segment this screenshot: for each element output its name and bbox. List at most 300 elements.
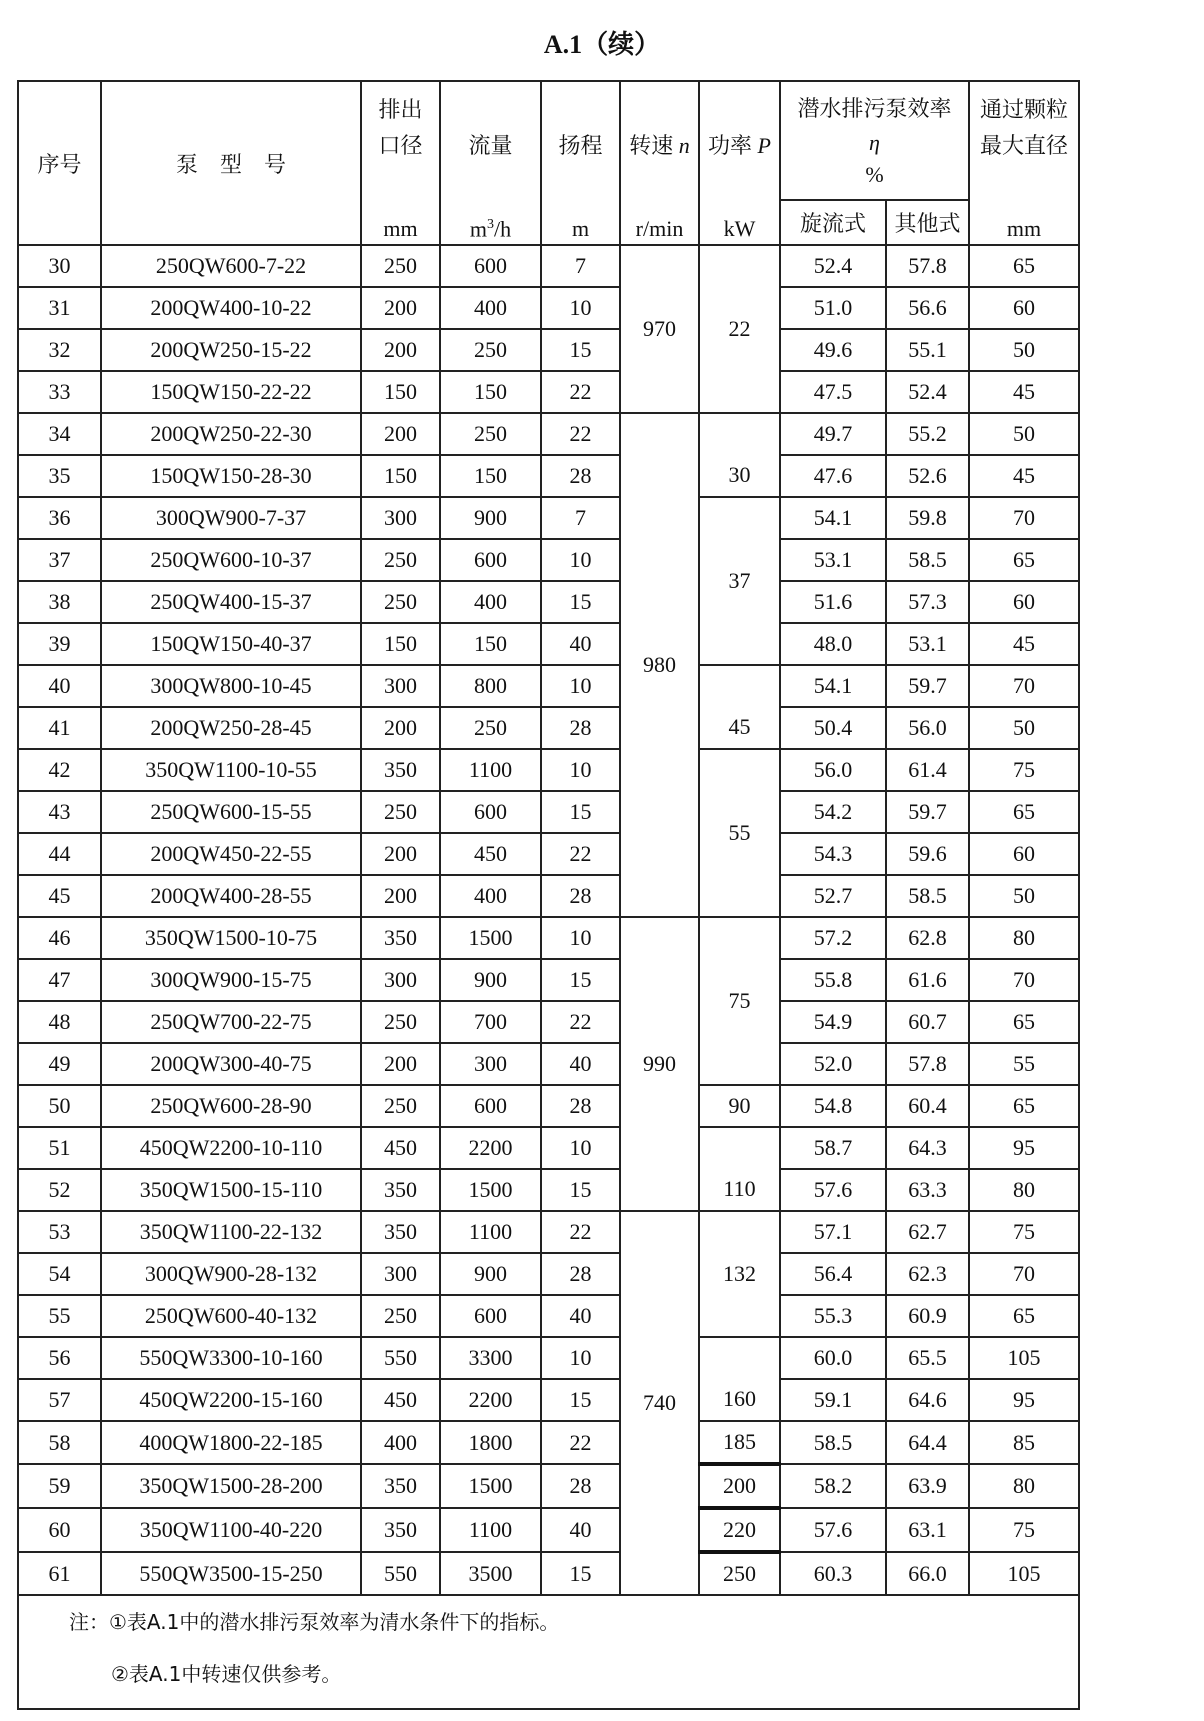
cell-head: 22 [541,413,620,455]
cell-outlet: 200 [361,287,440,329]
cell-eff-other: 55.2 [886,413,969,455]
cell-eff-vortex: 47.5 [780,371,886,413]
cell-flow: 150 [440,371,541,413]
table-row [18,581,1079,623]
cell-outlet: 350 [361,1464,440,1508]
cell-max-diameter: 60 [969,287,1079,329]
cell-flow: 400 [440,581,541,623]
table-row [18,1421,1079,1464]
cell-eff-other: 52.4 [886,371,969,413]
cell-outlet: 250 [361,581,440,623]
cell-seq: 42 [18,749,101,791]
table-row [18,1211,1079,1253]
table-row [18,1001,1079,1043]
cell-head: 22 [541,1211,620,1253]
cell-max-diameter: 95 [969,1127,1079,1169]
header-efficiency: 潜水排污泵效率 η % [780,81,969,200]
cell-seq: 60 [18,1508,101,1552]
cell-outlet: 200 [361,329,440,371]
cell-model: 150QW150-22-22 [101,371,361,413]
cell-flow: 1100 [440,749,541,791]
cell-model: 300QW800-10-45 [101,665,361,707]
cell-eff-other: 60.7 [886,1001,969,1043]
cell-eff-other: 62.7 [886,1211,969,1253]
cell-power: 110 [699,1127,780,1211]
cell-flow: 800 [440,665,541,707]
cell-seq: 49 [18,1043,101,1085]
cell-seq: 35 [18,455,101,497]
cell-eff-other: 63.1 [886,1508,969,1552]
cell-seq: 38 [18,581,101,623]
cell-power: 132 [699,1211,780,1337]
cell-speed: 980 [620,413,699,917]
cell-model: 150QW150-40-37 [101,623,361,665]
table-row [18,1379,1079,1421]
cell-eff-vortex: 52.4 [780,245,886,287]
cell-flow: 600 [440,1295,541,1337]
table-row [18,245,1079,287]
cell-outlet: 250 [361,1085,440,1127]
cell-max-diameter: 80 [969,917,1079,959]
cell-outlet: 200 [361,707,440,749]
cell-max-diameter: 65 [969,539,1079,581]
header-particle: 通过颗粒 最大直径 mm [969,81,1079,245]
cell-head: 10 [541,917,620,959]
cell-eff-vortex: 57.2 [780,917,886,959]
cell-model: 200QW250-28-45 [101,707,361,749]
cell-eff-vortex: 53.1 [780,539,886,581]
cell-head: 10 [541,1127,620,1169]
cell-eff-vortex: 60.3 [780,1552,886,1595]
cell-power: 55 [699,749,780,917]
cell-outlet: 550 [361,1337,440,1379]
cell-power: 160 [699,1337,780,1421]
table-row [18,497,1079,539]
table-row [18,749,1079,791]
cell-head: 22 [541,1421,620,1464]
cell-eff-other: 57.8 [886,245,969,287]
cell-max-diameter: 80 [969,1169,1079,1211]
header-eff-vortex: 旋流式 [780,200,886,245]
header-head: 扬程 m [541,81,620,245]
cell-outlet: 300 [361,1253,440,1295]
cell-max-diameter: 60 [969,581,1079,623]
cell-outlet: 150 [361,623,440,665]
table-row [18,707,1079,749]
cell-head: 10 [541,749,620,791]
table-row [18,623,1079,665]
cell-seq: 44 [18,833,101,875]
table-body [18,245,1079,1595]
cell-head: 28 [541,875,620,917]
cell-outlet: 200 [361,875,440,917]
cell-flow: 250 [440,413,541,455]
table-row [18,1253,1079,1295]
cell-seq: 40 [18,665,101,707]
cell-flow: 3300 [440,1337,541,1379]
cell-model: 200QW450-22-55 [101,833,361,875]
cell-model: 350QW1100-22-132 [101,1211,361,1253]
cell-seq: 39 [18,623,101,665]
cell-eff-vortex: 52.0 [780,1043,886,1085]
cell-eff-vortex: 51.0 [780,287,886,329]
table-row [18,1337,1079,1379]
cell-power: 22 [699,245,780,413]
cell-eff-vortex: 58.2 [780,1464,886,1508]
cell-flow: 3500 [440,1552,541,1595]
cell-flow: 1500 [440,917,541,959]
cell-seq: 57 [18,1379,101,1421]
cell-max-diameter: 70 [969,1253,1079,1295]
note-2: ②表A.1中转速仅供参考。 [111,1662,342,1686]
cell-speed: 990 [620,917,699,1211]
cell-flow: 150 [440,623,541,665]
table-title: A.1（续） [543,30,661,59]
cell-seq: 33 [18,371,101,413]
cell-outlet: 150 [361,455,440,497]
cell-seq: 37 [18,539,101,581]
cell-seq: 61 [18,1552,101,1595]
cell-eff-vortex: 55.8 [780,959,886,1001]
cell-outlet: 300 [361,959,440,1001]
cell-eff-vortex: 49.6 [780,329,886,371]
cell-max-diameter: 45 [969,371,1079,413]
cell-head: 22 [541,833,620,875]
cell-eff-vortex: 56.0 [780,749,886,791]
cell-seq: 53 [18,1211,101,1253]
cell-model: 300QW900-15-75 [101,959,361,1001]
cell-eff-other: 59.7 [886,791,969,833]
cell-model: 250QW600-15-55 [101,791,361,833]
cell-head: 28 [541,1253,620,1295]
cell-flow: 1800 [440,1421,541,1464]
cell-max-diameter: 55 [969,1043,1079,1085]
table-row [18,791,1079,833]
cell-max-diameter: 65 [969,245,1079,287]
cell-model: 400QW1800-22-185 [101,1421,361,1464]
cell-eff-other: 66.0 [886,1552,969,1595]
cell-eff-vortex: 54.1 [780,497,886,539]
cell-eff-vortex: 48.0 [780,623,886,665]
table-row [18,875,1079,917]
table-row [18,833,1079,875]
cell-power: 200 [699,1464,780,1508]
cell-power: 75 [699,917,780,1085]
cell-outlet: 350 [361,917,440,959]
cell-max-diameter: 85 [969,1421,1079,1464]
cell-model: 350QW1100-10-55 [101,749,361,791]
cell-outlet: 300 [361,497,440,539]
cell-eff-vortex: 58.5 [780,1421,886,1464]
cell-flow: 900 [440,497,541,539]
cell-model: 300QW900-7-37 [101,497,361,539]
table-row [18,1464,1079,1508]
cell-power: 185 [699,1421,780,1464]
cell-head: 28 [541,1085,620,1127]
cell-model: 200QW300-40-75 [101,1043,361,1085]
cell-eff-other: 63.9 [886,1464,969,1508]
cell-max-diameter: 65 [969,1295,1079,1337]
table-row [18,413,1079,455]
cell-head: 15 [541,329,620,371]
cell-seq: 51 [18,1127,101,1169]
cell-model: 550QW3300-10-160 [101,1337,361,1379]
cell-eff-vortex: 60.0 [780,1337,886,1379]
cell-head: 40 [541,1508,620,1552]
cell-head: 15 [541,791,620,833]
cell-max-diameter: 65 [969,791,1079,833]
cell-head: 10 [541,287,620,329]
cell-model: 350QW1100-40-220 [101,1508,361,1552]
cell-seq: 54 [18,1253,101,1295]
cell-max-diameter: 105 [969,1337,1079,1379]
cell-model: 200QW400-28-55 [101,875,361,917]
cell-flow: 250 [440,707,541,749]
cell-max-diameter: 70 [969,665,1079,707]
cell-head: 10 [541,539,620,581]
cell-flow: 900 [440,959,541,1001]
header-eff-other: 其他式 [886,200,969,245]
cell-max-diameter: 80 [969,1464,1079,1508]
cell-flow: 1100 [440,1211,541,1253]
cell-eff-other: 58.5 [886,539,969,581]
cell-seq: 34 [18,413,101,455]
cell-flow: 700 [440,1001,541,1043]
cell-power: 30 [699,413,780,497]
cell-flow: 400 [440,287,541,329]
notes-cell [18,1595,1079,1709]
cell-max-diameter: 70 [969,497,1079,539]
cell-eff-vortex: 54.8 [780,1085,886,1127]
cell-outlet: 250 [361,1295,440,1337]
cell-outlet: 350 [361,749,440,791]
cell-eff-other: 64.3 [886,1127,969,1169]
cell-eff-other: 60.9 [886,1295,969,1337]
cell-eff-vortex: 55.3 [780,1295,886,1337]
cell-flow: 400 [440,875,541,917]
cell-eff-vortex: 57.1 [780,1211,886,1253]
note-1: 注：①表A.1中的潜水排污泵效率为清水条件下的指标。 [69,1610,560,1634]
cell-outlet: 250 [361,1001,440,1043]
cell-flow: 150 [440,455,541,497]
cell-eff-vortex: 56.4 [780,1253,886,1295]
cell-flow: 900 [440,1253,541,1295]
table-row [18,917,1079,959]
cell-head: 15 [541,1169,620,1211]
cell-eff-other: 64.6 [886,1379,969,1421]
cell-flow: 1500 [440,1169,541,1211]
cell-seq: 32 [18,329,101,371]
cell-flow: 600 [440,791,541,833]
cell-model: 350QW1500-28-200 [101,1464,361,1508]
cell-eff-other: 63.3 [886,1169,969,1211]
cell-model: 450QW2200-10-110 [101,1127,361,1169]
cell-model: 550QW3500-15-250 [101,1552,361,1595]
cell-model: 200QW400-10-22 [101,287,361,329]
cell-flow: 2200 [440,1127,541,1169]
table-row [18,1552,1079,1595]
table-row [18,959,1079,1001]
cell-head: 15 [541,1552,620,1595]
cell-seq: 58 [18,1421,101,1464]
cell-model: 250QW600-7-22 [101,245,361,287]
cell-outlet: 350 [361,1211,440,1253]
cell-eff-vortex: 57.6 [780,1169,886,1211]
cell-model: 250QW600-10-37 [101,539,361,581]
cell-max-diameter: 65 [969,1085,1079,1127]
cell-eff-other: 53.1 [886,623,969,665]
cell-eff-vortex: 49.7 [780,413,886,455]
cell-head: 28 [541,455,620,497]
cell-eff-other: 57.8 [886,1043,969,1085]
cell-model: 300QW900-28-132 [101,1253,361,1295]
cell-max-diameter: 45 [969,623,1079,665]
cell-head: 10 [541,665,620,707]
cell-eff-vortex: 54.9 [780,1001,886,1043]
cell-outlet: 450 [361,1379,440,1421]
cell-eff-vortex: 50.4 [780,707,886,749]
cell-head: 22 [541,371,620,413]
cell-outlet: 300 [361,665,440,707]
cell-model: 450QW2200-15-160 [101,1379,361,1421]
cell-eff-vortex: 58.7 [780,1127,886,1169]
cell-head: 22 [541,1001,620,1043]
table-row [18,1043,1079,1085]
cell-flow: 1500 [440,1464,541,1508]
pump-spec-table [17,80,1080,1710]
cell-head: 28 [541,707,620,749]
cell-outlet: 350 [361,1169,440,1211]
table-row [18,539,1079,581]
cell-power: 45 [699,665,780,749]
cell-eff-other: 65.5 [886,1337,969,1379]
header-seq: 序号 [18,81,101,245]
cell-model: 350QW1500-10-75 [101,917,361,959]
table-row [18,455,1079,497]
cell-head: 7 [541,245,620,287]
cell-outlet: 550 [361,1552,440,1595]
cell-eff-vortex: 54.2 [780,791,886,833]
cell-flow: 300 [440,1043,541,1085]
cell-flow: 450 [440,833,541,875]
cell-flow: 600 [440,1085,541,1127]
table-row [18,665,1079,707]
cell-eff-other: 55.1 [886,329,969,371]
table-row [18,1169,1079,1211]
header-model: 泵 型 号 [101,81,361,245]
cell-eff-other: 59.6 [886,833,969,875]
cell-power: 90 [699,1085,780,1127]
cell-seq: 36 [18,497,101,539]
cell-eff-other: 57.3 [886,581,969,623]
cell-power: 37 [699,497,780,665]
cell-outlet: 450 [361,1127,440,1169]
header-speed: 转速 n r/min [620,81,699,245]
cell-seq: 30 [18,245,101,287]
table-row [18,1127,1079,1169]
cell-flow: 600 [440,245,541,287]
cell-eff-vortex: 57.6 [780,1508,886,1552]
cell-outlet: 200 [361,413,440,455]
table-row [18,1295,1079,1337]
cell-head: 40 [541,1295,620,1337]
cell-seq: 52 [18,1169,101,1211]
cell-outlet: 400 [361,1421,440,1464]
cell-max-diameter: 105 [969,1552,1079,1595]
cell-outlet: 200 [361,833,440,875]
cell-flow: 2200 [440,1379,541,1421]
cell-max-diameter: 70 [969,959,1079,1001]
cell-head: 15 [541,1379,620,1421]
cell-max-diameter: 75 [969,1211,1079,1253]
cell-head: 15 [541,959,620,1001]
cell-max-diameter: 50 [969,875,1079,917]
table-row [18,1085,1079,1127]
table-row [18,287,1079,329]
cell-outlet: 250 [361,245,440,287]
cell-seq: 45 [18,875,101,917]
cell-eff-vortex: 52.7 [780,875,886,917]
cell-eff-other: 59.7 [886,665,969,707]
cell-seq: 43 [18,791,101,833]
cell-model: 350QW1500-15-110 [101,1169,361,1211]
cell-seq: 31 [18,287,101,329]
cell-head: 10 [541,1337,620,1379]
header-outlet: 排出 口径 mm [361,81,440,245]
cell-max-diameter: 45 [969,455,1079,497]
cell-power: 220 [699,1508,780,1552]
cell-eff-other: 59.8 [886,497,969,539]
cell-eff-other: 60.4 [886,1085,969,1127]
header-flow: 流量 $m^3/h$ [440,81,541,245]
cell-eff-vortex: 54.3 [780,833,886,875]
cell-max-diameter: 50 [969,413,1079,455]
cell-flow: 250 [440,329,541,371]
cell-model: 250QW400-15-37 [101,581,361,623]
cell-max-diameter: 75 [969,1508,1079,1552]
cell-eff-other: 56.6 [886,287,969,329]
table-row [18,329,1079,371]
cell-seq: 56 [18,1337,101,1379]
cell-eff-other: 64.4 [886,1421,969,1464]
cell-seq: 46 [18,917,101,959]
cell-model: 250QW700-22-75 [101,1001,361,1043]
cell-max-diameter: 65 [969,1001,1079,1043]
cell-eff-other: 61.4 [886,749,969,791]
cell-head: 28 [541,1464,620,1508]
cell-eff-other: 62.8 [886,917,969,959]
cell-power: 250 [699,1552,780,1595]
cell-seq: 41 [18,707,101,749]
cell-max-diameter: 95 [969,1379,1079,1421]
cell-outlet: 350 [361,1508,440,1552]
cell-outlet: 150 [361,371,440,413]
cell-max-diameter: 50 [969,329,1079,371]
cell-flow: 600 [440,539,541,581]
cell-head: 15 [541,581,620,623]
cell-eff-vortex: 59.1 [780,1379,886,1421]
cell-model: 150QW150-28-30 [101,455,361,497]
cell-eff-other: 58.5 [886,875,969,917]
cell-eff-vortex: 51.6 [780,581,886,623]
cell-outlet: 250 [361,791,440,833]
cell-head: 40 [541,1043,620,1085]
cell-model: 200QW250-15-22 [101,329,361,371]
cell-seq: 47 [18,959,101,1001]
cell-eff-other: 56.0 [886,707,969,749]
cell-head: 40 [541,623,620,665]
cell-seq: 55 [18,1295,101,1337]
